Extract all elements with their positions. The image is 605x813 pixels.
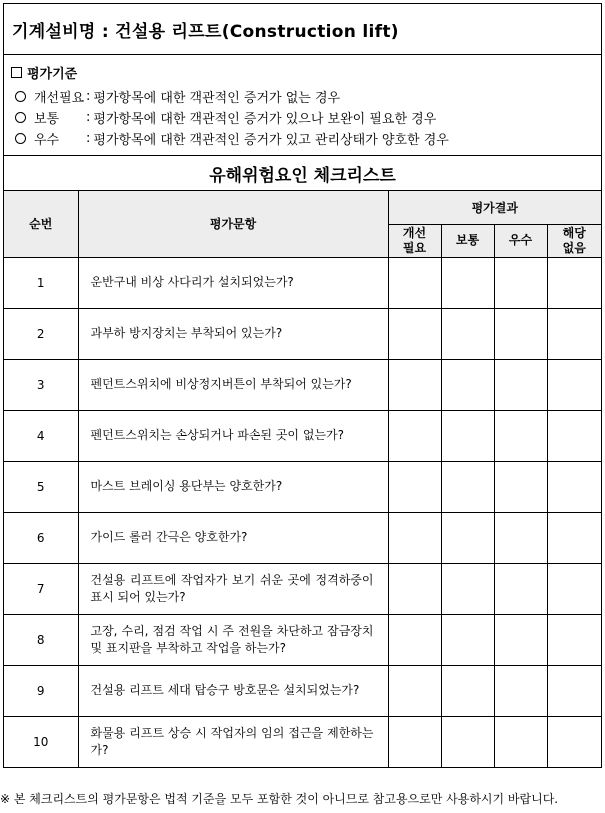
- result-check-cell[interactable]: [547, 410, 601, 461]
- result-check-cell[interactable]: [494, 563, 547, 614]
- result-check-cell[interactable]: [441, 716, 494, 767]
- result-check-cell[interactable]: [494, 359, 547, 410]
- criteria-desc: 평가항목에 대한 객관적인 증거가 있으나 보완이 필요한 경우: [93, 112, 437, 127]
- table-row: [4, 716, 601, 767]
- criteria-item-normal: [11, 107, 601, 128]
- result-check-cell[interactable]: [494, 716, 547, 767]
- table-row: [4, 512, 601, 563]
- result-check-cell[interactable]: [441, 665, 494, 716]
- result-check-cell[interactable]: [494, 614, 547, 665]
- result-check-cell[interactable]: [441, 359, 494, 410]
- result-check-cell[interactable]: [441, 410, 494, 461]
- circle-bullet-icon: [15, 91, 26, 102]
- col-header-item: 평가문항: [78, 191, 388, 257]
- table-row: [4, 563, 601, 614]
- criteria-grade: 우수: [34, 133, 60, 148]
- result-check-cell[interactable]: [388, 716, 441, 767]
- result-check-cell[interactable]: [441, 461, 494, 512]
- col-header-result: 평가결과: [388, 191, 601, 224]
- row-number: 2: [4, 308, 78, 359]
- table-row: [4, 461, 601, 512]
- row-number: 6: [4, 512, 78, 563]
- result-check-cell[interactable]: [388, 461, 441, 512]
- row-number: 4: [4, 410, 78, 461]
- result-check-cell[interactable]: [494, 308, 547, 359]
- result-check-cell[interactable]: [547, 614, 601, 665]
- col-header-result-sub: 개선 필요: [388, 224, 441, 257]
- checklist-title: 유해위험요인 체크리스트: [4, 156, 601, 191]
- square-bullet-icon: [11, 67, 22, 78]
- table-row: [4, 308, 601, 359]
- checklist-table: [4, 191, 601, 767]
- row-question: 과부하 방지장치는 부착되어 있는가?: [78, 308, 388, 359]
- criteria-colon: :: [86, 89, 91, 104]
- circle-bullet-icon: [15, 112, 26, 123]
- result-check-cell[interactable]: [388, 308, 441, 359]
- result-check-cell[interactable]: [547, 461, 601, 512]
- row-number: 3: [4, 359, 78, 410]
- result-check-cell[interactable]: [388, 563, 441, 614]
- result-check-cell[interactable]: [547, 308, 601, 359]
- row-question: 마스트 브레이싱 용단부는 양호한가?: [78, 461, 388, 512]
- result-check-cell[interactable]: [494, 512, 547, 563]
- table-row: [4, 614, 601, 665]
- col-header-result-sub: 해당 없음: [547, 224, 601, 257]
- criteria-desc: 평가항목에 대한 객관적인 증거가 있고 관리상태가 양호한 경우: [93, 133, 449, 148]
- row-number: 10: [4, 716, 78, 767]
- row-question: 화물용 리프트 상승 시 작업자의 임의 접근을 제한하는가?: [78, 716, 388, 767]
- criteria-colon: :: [86, 131, 91, 146]
- row-number: 1: [4, 257, 78, 308]
- result-check-cell[interactable]: [388, 410, 441, 461]
- equipment-title: 기계설비명 : 건설용 리프트(Construction lift): [4, 4, 601, 55]
- row-number: 9: [4, 665, 78, 716]
- table-row: [4, 665, 601, 716]
- row-question: 건설용 리프트에 작업자가 보기 쉬운 곳에 정격하중이 표시 되어 있는가?: [78, 563, 388, 614]
- result-check-cell[interactable]: [494, 257, 547, 308]
- row-number: 7: [4, 563, 78, 614]
- result-check-cell[interactable]: [388, 665, 441, 716]
- result-check-cell[interactable]: [441, 257, 494, 308]
- evaluation-criteria: [4, 55, 601, 156]
- result-check-cell[interactable]: [547, 665, 601, 716]
- row-question: 고장, 수리, 점검 작업 시 주 전원을 차단하고 잠금장치 및 표지판을 부착하고 작업을 하는가?: [78, 614, 388, 665]
- result-check-cell[interactable]: [547, 359, 601, 410]
- result-check-cell[interactable]: [388, 257, 441, 308]
- criteria-item-excellent: [11, 128, 601, 149]
- result-check-cell[interactable]: [547, 716, 601, 767]
- row-question: 운반구내 비상 사다리가 설치되었는가?: [78, 257, 388, 308]
- circle-bullet-icon: [15, 133, 26, 144]
- col-header-result-sub: 보통: [441, 224, 494, 257]
- result-check-cell[interactable]: [388, 614, 441, 665]
- result-check-cell[interactable]: [547, 563, 601, 614]
- result-check-cell[interactable]: [441, 308, 494, 359]
- result-check-cell[interactable]: [547, 512, 601, 563]
- criteria-heading-label: 평가기준: [27, 67, 78, 82]
- result-check-cell[interactable]: [494, 461, 547, 512]
- criteria-desc: 평가항목에 대한 객관적인 증거가 없는 경우: [93, 91, 341, 106]
- criteria-heading: [11, 63, 601, 82]
- result-check-cell[interactable]: [388, 512, 441, 563]
- col-header-no: 순번: [4, 191, 78, 257]
- criteria-colon: :: [86, 110, 91, 125]
- row-number: 5: [4, 461, 78, 512]
- criteria-grade: 개선필요: [34, 91, 85, 106]
- checklist-sheet: [3, 3, 602, 768]
- result-check-cell[interactable]: [441, 512, 494, 563]
- result-check-cell[interactable]: [494, 410, 547, 461]
- row-question: 펜던트스위치에 비상정지버튼이 부착되어 있는가?: [78, 359, 388, 410]
- result-check-cell[interactable]: [547, 257, 601, 308]
- row-number: 8: [4, 614, 78, 665]
- col-header-result-sub: 우수: [494, 224, 547, 257]
- row-question: 건설용 리프트 세대 탑승구 방호문은 설치되었는가?: [78, 665, 388, 716]
- result-check-cell[interactable]: [388, 359, 441, 410]
- table-row: [4, 359, 601, 410]
- result-check-cell[interactable]: [441, 614, 494, 665]
- result-check-cell[interactable]: [494, 665, 547, 716]
- result-check-cell[interactable]: [441, 563, 494, 614]
- criteria-grade: 보통: [34, 112, 60, 127]
- table-row: [4, 410, 601, 461]
- criteria-item-improve: [11, 86, 601, 107]
- row-question: 펜던트스위치는 손상되거나 파손된 곳이 없는가?: [78, 410, 388, 461]
- footnote: ※ 본 체크리스트의 평가문항은 법적 기준을 모두 포함한 것이 아니므로 참고용으로만 사용하시기 바랍니다.: [0, 792, 559, 806]
- table-row: [4, 257, 601, 308]
- row-question: 가이드 롤러 간극은 양호한가?: [78, 512, 388, 563]
